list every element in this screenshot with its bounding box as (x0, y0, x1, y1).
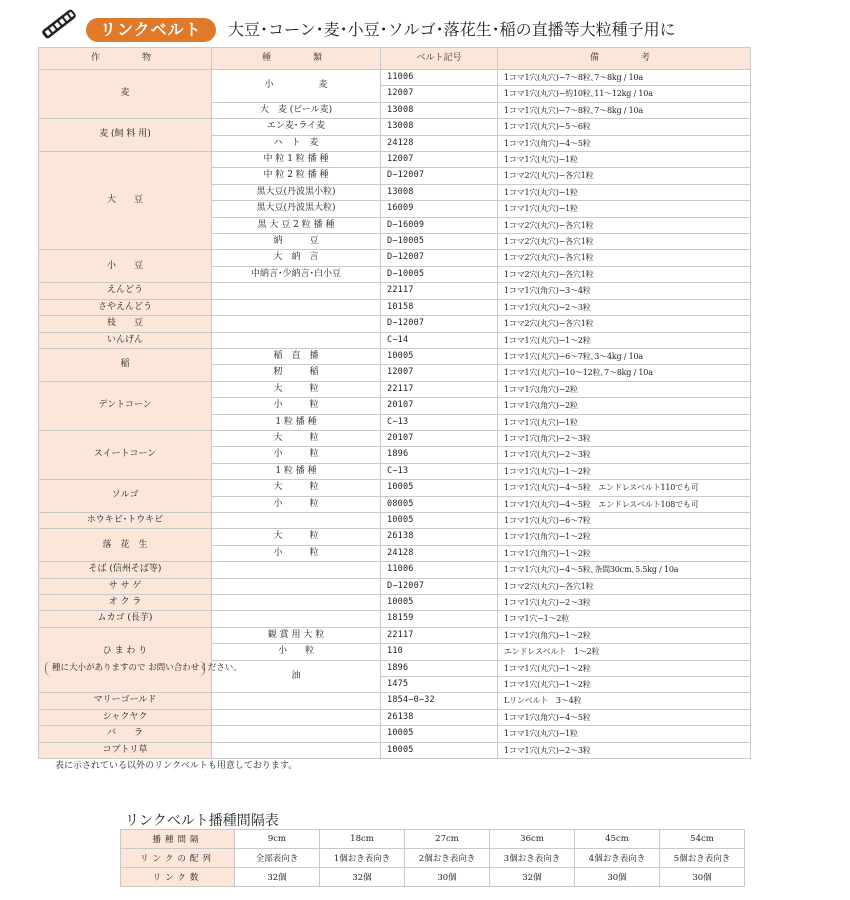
crop-cell (39, 152, 212, 250)
crop-name: そば (信州そば等) (88, 564, 162, 575)
crop-cell (39, 529, 212, 562)
link-belt-icon (38, 6, 80, 42)
spacing-cell: 2個おき表向き (405, 849, 490, 868)
belt-code-cell: 10005 (381, 480, 498, 496)
note-cell: 1コマ1穴(丸穴)−1粒 (498, 184, 751, 200)
table-row (39, 512, 751, 528)
belt-code-cell: 11006 (381, 70, 498, 86)
belt-code-cell: D−16009 (381, 217, 498, 233)
kind-cell: 大 納 言 (212, 250, 381, 266)
spacing-row-interval (121, 830, 745, 849)
spacing-cell: 4個おき表向き (575, 849, 660, 868)
table-row (39, 611, 751, 627)
crop-cell (39, 578, 212, 594)
belt-code-cell: 22117 (381, 627, 498, 643)
belt-code-cell: 1896 (381, 447, 498, 463)
belt-code-cell: 20107 (381, 430, 498, 446)
table-row (39, 693, 751, 709)
crop-cell (39, 595, 212, 611)
kind-cell: 小 粒 (212, 447, 381, 463)
crop-cell (39, 332, 212, 348)
belt-code-cell: 12007 (381, 152, 498, 168)
note-cell: 1コマ1穴(角穴)−1〜2粒 (498, 545, 751, 561)
belt-code-cell: 1896 (381, 660, 498, 676)
kind-cell: 黒大豆(丹波黒大粒) (212, 201, 381, 217)
crop-cell (39, 562, 212, 578)
crop-cell (39, 742, 212, 758)
note-cell: 1コマ1穴(角穴)−3〜4粒 (498, 283, 751, 299)
belt-code-cell: 13008 (381, 119, 498, 135)
spacing-table-title: リンクベルト播種間隔表 (125, 813, 279, 829)
table-header-row (39, 48, 751, 70)
note-cell: 1コマ1穴(丸穴)−1粒 (498, 414, 751, 430)
spacing-row-header: リンク数 (121, 868, 235, 887)
note-cell: 1コマ1穴(丸穴)−7〜8粒､7〜8kg / 10a (498, 70, 751, 86)
belt-code-cell: 10005 (381, 742, 498, 758)
table-row (39, 430, 751, 446)
brand-badge: リンクベルト (86, 18, 216, 42)
belt-table (38, 47, 751, 759)
kind-cell: 納 豆 (212, 234, 381, 250)
belt-code-cell: 24128 (381, 135, 498, 151)
kind-cell: 黒 大 豆 2 粒 播 種 (212, 217, 381, 233)
belt-code-cell: D−10005 (381, 234, 498, 250)
note-cell: 1コマ1穴(角穴)−1〜2粒 (498, 529, 751, 545)
note-cell: 1コマ2穴(丸穴)−各穴1粒 (498, 234, 751, 250)
belt-code-cell: 24128 (381, 545, 498, 561)
note-cell: 1コマ1穴(丸穴)−5〜6粒 (498, 119, 751, 135)
belt-code-cell: 22117 (381, 381, 498, 397)
table-row (39, 381, 751, 397)
kind-cell: 1 粒 播 種 (212, 463, 381, 479)
kind-cell: 中 粒 2 粒 播 種 (212, 168, 381, 184)
kind-cell: ハ ト 麦 (212, 135, 381, 151)
kind-cell (212, 562, 381, 578)
kind-cell (212, 283, 381, 299)
crop-cell (39, 709, 212, 725)
kind-cell: 1 粒 播 種 (212, 414, 381, 430)
footnote: 表に示されている以外のリンクベルトも用意しております。 (55, 761, 298, 771)
spacing-cell: 9cm (235, 830, 320, 849)
belt-code-cell: D−12007 (381, 250, 498, 266)
crop-name: 麦 (飼 料 用) (99, 129, 151, 140)
kind-cell: 中 粒 1 粒 播 種 (212, 152, 381, 168)
note-cell: 1コマ1穴(丸穴)−約10粒､11〜12kg / 10a (498, 86, 751, 102)
table-row (39, 332, 751, 348)
kind-cell (212, 742, 381, 758)
note-cell: 1コマ1穴(角穴)−4〜5粒 (498, 709, 751, 725)
kind-cell: 中納言･少納言･白小豆 (212, 266, 381, 282)
crop-cell (39, 283, 212, 299)
belt-code-cell: 08005 (381, 496, 498, 512)
kind-cell: 大 粒 (212, 529, 381, 545)
table-row (39, 627, 751, 643)
kind-cell (212, 332, 381, 348)
crop-name: コブトリ草 (102, 744, 148, 755)
table-row (39, 70, 751, 86)
crop-name: えんどう (106, 285, 143, 296)
table-row (39, 316, 751, 332)
belt-code-cell: 11006 (381, 562, 498, 578)
note-cell: エンドレスベルト 1〜2粒 (498, 644, 751, 660)
spacing-row-count (121, 868, 745, 887)
spacing-cell: 32個 (235, 868, 320, 887)
note-cell: 1コマ2穴(丸穴)−各穴1粒 (498, 168, 751, 184)
note-cell: Lリンベルト 3〜4粒 (498, 693, 751, 709)
spacing-cell: 3個おき表向き (490, 849, 575, 868)
note-cell: 1コマ1穴(丸穴)−1〜2粒 (498, 660, 751, 676)
note-cell: 1コマ1穴(丸穴)−4〜5粒､条間30cm､5.5kg / 10a (498, 562, 751, 578)
note-cell: 1コマ1穴(丸穴)−1〜2粒 (498, 463, 751, 479)
note-cell: 1コマ1穴(丸穴)−1粒 (498, 201, 751, 217)
belt-code-cell: 26138 (381, 709, 498, 725)
belt-code-cell: 22117 (381, 283, 498, 299)
belt-code-cell: D−12007 (381, 316, 498, 332)
crop-name: ホウキビ･トウキビ (86, 514, 164, 525)
crop-cell (39, 611, 212, 627)
crop-name: さやえんどう (97, 301, 152, 312)
kind-cell (212, 726, 381, 742)
note-cell: 1コマ1穴(丸穴)−6〜7粒､3〜4kg / 10a (498, 348, 751, 364)
kind-cell: エン麦･ライ麦 (212, 119, 381, 135)
table-row (39, 709, 751, 725)
kind-cell: 黒大豆(丹波黒小粒) (212, 184, 381, 200)
belt-code-cell: D−12007 (381, 168, 498, 184)
table-row (39, 348, 751, 364)
table-row (39, 299, 751, 315)
kind-cell: 籾 稲 (212, 365, 381, 381)
crop-name: 稲 (120, 359, 130, 370)
spacing-cell: 32個 (490, 868, 575, 887)
crop-cell (39, 299, 212, 315)
crop-name: サ サ ゲ (108, 580, 142, 591)
spacing-cell: 36cm (490, 830, 575, 849)
kind-cell (212, 595, 381, 611)
belt-code-cell: 16009 (381, 201, 498, 217)
note-cell: 1コマ1穴(丸穴)−7〜8粒､7〜8kg / 10a (498, 102, 751, 118)
belt-code-cell: 12007 (381, 365, 498, 381)
note-cell: 1コマ1穴(丸穴)−4〜5粒 エンドレスベルト108でも可 (498, 496, 751, 512)
kind-cell: 油 (212, 660, 381, 693)
crop-name: シャクヤク (102, 711, 148, 722)
crop-name: ひ ま わ り (102, 645, 148, 656)
spacing-cell: 45cm (575, 830, 660, 849)
crop-cell (39, 70, 212, 119)
spacing-cell: 30個 (660, 868, 745, 887)
belt-code-cell: 12007 (381, 86, 498, 102)
kind-cell (212, 316, 381, 332)
note-cell: 1コマ2穴(丸穴)−各穴1粒 (498, 266, 751, 282)
spacing-cell: 18cm (320, 830, 405, 849)
note-cell: 1コマ1穴(角穴)−4〜5粒 (498, 135, 751, 151)
spacing-table (120, 829, 745, 887)
crop-name: バ ラ (106, 728, 143, 739)
kind-cell: 小 粒 (212, 496, 381, 512)
spacing-cell: 54cm (660, 830, 745, 849)
crop-cell (39, 316, 212, 332)
spacing-cell: 30個 (575, 868, 660, 887)
note-cell: 1コマ2穴(丸穴)−各穴1粒 (498, 250, 751, 266)
note-cell: 1コマ1穴(丸穴)−2〜3粒 (498, 299, 751, 315)
kind-cell: 大 粒 (212, 430, 381, 446)
table-row (39, 283, 751, 299)
kind-cell: 大 粒 (212, 381, 381, 397)
kind-cell: 観 賞 用 大 粒 (212, 627, 381, 643)
note-cell: 1コマ1穴(丸穴)−2〜3粒 (498, 742, 751, 758)
kind-cell: 大 粒 (212, 480, 381, 496)
crop-name: デントコーン (98, 400, 152, 411)
crop-cell (39, 627, 242, 693)
note-cell: 1コマ1穴(丸穴)−1〜2粒 (498, 677, 751, 693)
table-row (39, 742, 751, 758)
header-belt-code: ベルト記号 (381, 48, 498, 70)
spacing-cell: 32個 (320, 868, 405, 887)
crop-note: 種に大小がありますので お問い合わせください。 (45, 661, 205, 676)
belt-code-cell: C−13 (381, 414, 498, 430)
note-cell: 1コマ1穴(丸穴)−4〜5粒 エンドレスベルト110でも可 (498, 480, 751, 496)
note-cell: 1コマ1穴(角穴)−2〜3粒 (498, 430, 751, 446)
crop-name: ムカゴ (長芋) (97, 613, 153, 624)
table-row (39, 480, 751, 496)
note-cell: 1コマ1穴(丸穴)−10〜12粒､7〜8kg / 10a (498, 365, 751, 381)
table-row (39, 578, 751, 594)
note-cell: 1コマ1穴(丸穴)−2〜3粒 (498, 595, 751, 611)
kind-cell: 大 麦 (ビール麦) (212, 102, 381, 118)
crop-cell (39, 250, 212, 283)
belt-code-cell: 20107 (381, 398, 498, 414)
belt-code-cell: 10158 (381, 299, 498, 315)
crop-name: 枝 豆 (106, 318, 143, 329)
crop-name: スイートコーン (93, 449, 157, 460)
spacing-row-header: 播種間隔 (121, 830, 235, 849)
table-row (39, 119, 751, 135)
kind-cell: 稲 直 播 (212, 348, 381, 364)
spacing-cell: 全部表向き (235, 849, 320, 868)
header-kind: 種 類 (212, 48, 381, 70)
kind-cell: 小 粒 (212, 545, 381, 561)
note-cell: 1コマ1穴(丸穴)−1粒 (498, 152, 751, 168)
belt-code-cell: 10005 (381, 348, 498, 364)
kind-cell (212, 578, 381, 594)
belt-code-cell: D−12007 (381, 578, 498, 594)
crop-name: ソルゴ (111, 490, 139, 501)
kind-cell (212, 709, 381, 725)
note-cell: 1コマ1穴(丸穴)−1〜2粒 (498, 332, 751, 348)
crop-name: マリーゴールド (93, 695, 157, 706)
crop-name: 麦 (120, 88, 130, 99)
belt-code-cell: C−13 (381, 463, 498, 479)
crop-name: 大 豆 (106, 195, 143, 206)
note-cell: 1コマ1穴(角穴)−2粒 (498, 381, 751, 397)
table-row (39, 595, 751, 611)
crop-cell (39, 348, 212, 381)
spacing-row-header: リンクの配列 (121, 849, 235, 868)
crop-name: いんげん (106, 334, 143, 345)
kind-cell: 小 粒 (212, 398, 381, 414)
header-notes: 備 考 (498, 48, 751, 70)
crop-cell (39, 381, 212, 430)
crop-name: オ ク ラ (108, 597, 142, 607)
belt-code-cell: 10005 (381, 512, 498, 528)
spacing-cell: 30個 (405, 868, 490, 887)
crop-cell (39, 480, 212, 513)
note-cell: 1コマ1穴−1〜2粒 (498, 611, 751, 627)
belt-code-cell: 13008 (381, 184, 498, 200)
page-title: 大豆･コーン･麦･小豆･ソルゴ･落花生･稲の直播等大粒種子用に (228, 20, 676, 39)
belt-code-cell: 13008 (381, 102, 498, 118)
spacing-cell: 5個おき表向き (660, 849, 745, 868)
note-cell: 1コマ1穴(角穴)−2粒 (498, 398, 751, 414)
spacing-cell: 27cm (405, 830, 490, 849)
kind-cell (212, 611, 381, 627)
spacing-cell: 1個おき表向き (320, 849, 405, 868)
belt-code-cell: 10005 (381, 726, 498, 742)
crop-cell (39, 726, 212, 742)
kind-cell (212, 512, 381, 528)
table-row (39, 529, 751, 545)
crop-cell (39, 119, 212, 152)
header-crop: 作 物 (39, 48, 212, 70)
note-cell: 1コマ2穴(丸穴)−各穴1粒 (498, 316, 751, 332)
kind-cell: 小 麦 (212, 70, 381, 103)
belt-code-cell: D−10005 (381, 266, 498, 282)
note-cell: 1コマ1穴(丸穴)−1粒 (498, 726, 751, 742)
note-cell: 1コマ2穴(丸穴)−各穴1粒 (498, 578, 751, 594)
note-cell: 1コマ1穴(丸穴)−6〜7粒 (498, 512, 751, 528)
table-row (39, 152, 751, 168)
belt-code-cell: 110 (381, 644, 498, 660)
table-row (39, 250, 751, 266)
belt-code-cell: 10005 (381, 595, 498, 611)
kind-cell: 小 粒 (212, 644, 381, 660)
belt-code-cell: 26138 (381, 529, 498, 545)
spacing-row-arrangement (121, 849, 745, 868)
crop-name: 小 豆 (106, 260, 143, 271)
kind-cell (212, 299, 381, 315)
note-cell: 1コマ1穴(丸穴)−2〜3粒 (498, 447, 751, 463)
belt-code-cell: 1475 (381, 677, 498, 693)
note-cell: 1コマ2穴(丸穴)−各穴1粒 (498, 217, 751, 233)
note-cell: 1コマ1穴(角穴)−1〜2粒 (498, 627, 751, 643)
table-row (39, 726, 751, 742)
table-row (39, 562, 751, 578)
belt-code-cell: 1854−0−32 (381, 693, 498, 709)
crop-cell (39, 430, 212, 479)
crop-name: 落 花 生 (102, 539, 148, 550)
crop-cell (39, 512, 212, 528)
page-header (38, 6, 818, 44)
kind-cell (212, 693, 381, 709)
belt-code-cell: C−14 (381, 332, 498, 348)
crop-cell (39, 693, 212, 709)
belt-code-cell: 18159 (381, 611, 498, 627)
